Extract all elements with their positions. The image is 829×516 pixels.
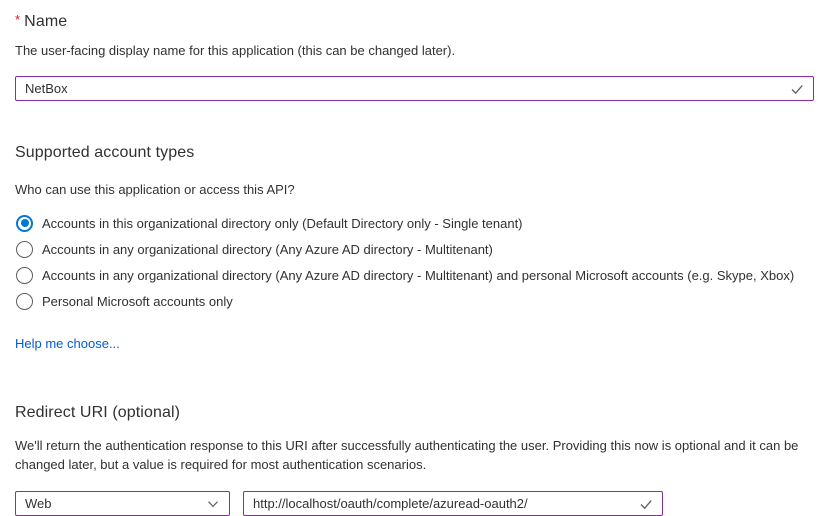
- radio-option-label: Accounts in any organizational directory (Any Azure AD directory - Multitenant) and personal Microsoft accounts (e.g. Skype, Xbox): [42, 267, 795, 283]
- platform-select-value: Web: [25, 496, 52, 511]
- account-types-radio-group: [15, 210, 814, 314]
- radio-button-icon[interactable]: [16, 293, 33, 310]
- supported-account-types-section: [15, 144, 814, 353]
- name-section: [15, 12, 814, 101]
- radio-option-label: Accounts in any organizational directory (Any Azure AD directory - Multitenant): [42, 241, 493, 257]
- redirect-uri-section: [15, 404, 814, 516]
- redirect-uri-description: We'll return the authentication response to this URI after successfully authenticating the user. Providing this now is optional and it can be changed later, but a value is required for most authentication scenarios.: [15, 438, 799, 472]
- redirect-uri-input-container: [243, 491, 663, 516]
- radio-option-label: Accounts in this organizational directory only (Default Directory only - Single tenant): [42, 215, 523, 231]
- account-types-question: Who can use this application or access this API?: [15, 182, 295, 197]
- radio-option-label: Personal Microsoft accounts only: [42, 293, 233, 309]
- help-me-choose-link[interactable]: Help me choose...: [15, 336, 120, 351]
- radio-button-icon[interactable]: [16, 267, 33, 284]
- chevron-down-icon: [206, 497, 220, 511]
- redirect-uri-input[interactable]: [244, 492, 662, 515]
- radio-option-personal-only[interactable]: [15, 288, 814, 314]
- radio-option-multitenant-personal[interactable]: [15, 262, 814, 288]
- name-title-text: Name: [24, 13, 68, 30]
- redirect-uri-row: [15, 491, 814, 516]
- radio-option-single-tenant[interactable]: [15, 210, 814, 236]
- account-types-title: Supported account types: [15, 144, 195, 161]
- platform-select[interactable]: [15, 491, 230, 516]
- name-section-title: [15, 12, 814, 31]
- name-input-container: [15, 76, 814, 101]
- radio-button-selected-icon[interactable]: [16, 215, 33, 232]
- redirect-uri-title: Redirect URI (optional): [15, 404, 181, 421]
- radio-button-icon[interactable]: [16, 241, 33, 258]
- radio-option-multitenant[interactable]: [15, 236, 814, 262]
- name-input[interactable]: [16, 77, 813, 100]
- required-marker: *: [15, 12, 21, 27]
- name-description: The user-facing display name for this application (this can be changed later).: [15, 43, 456, 58]
